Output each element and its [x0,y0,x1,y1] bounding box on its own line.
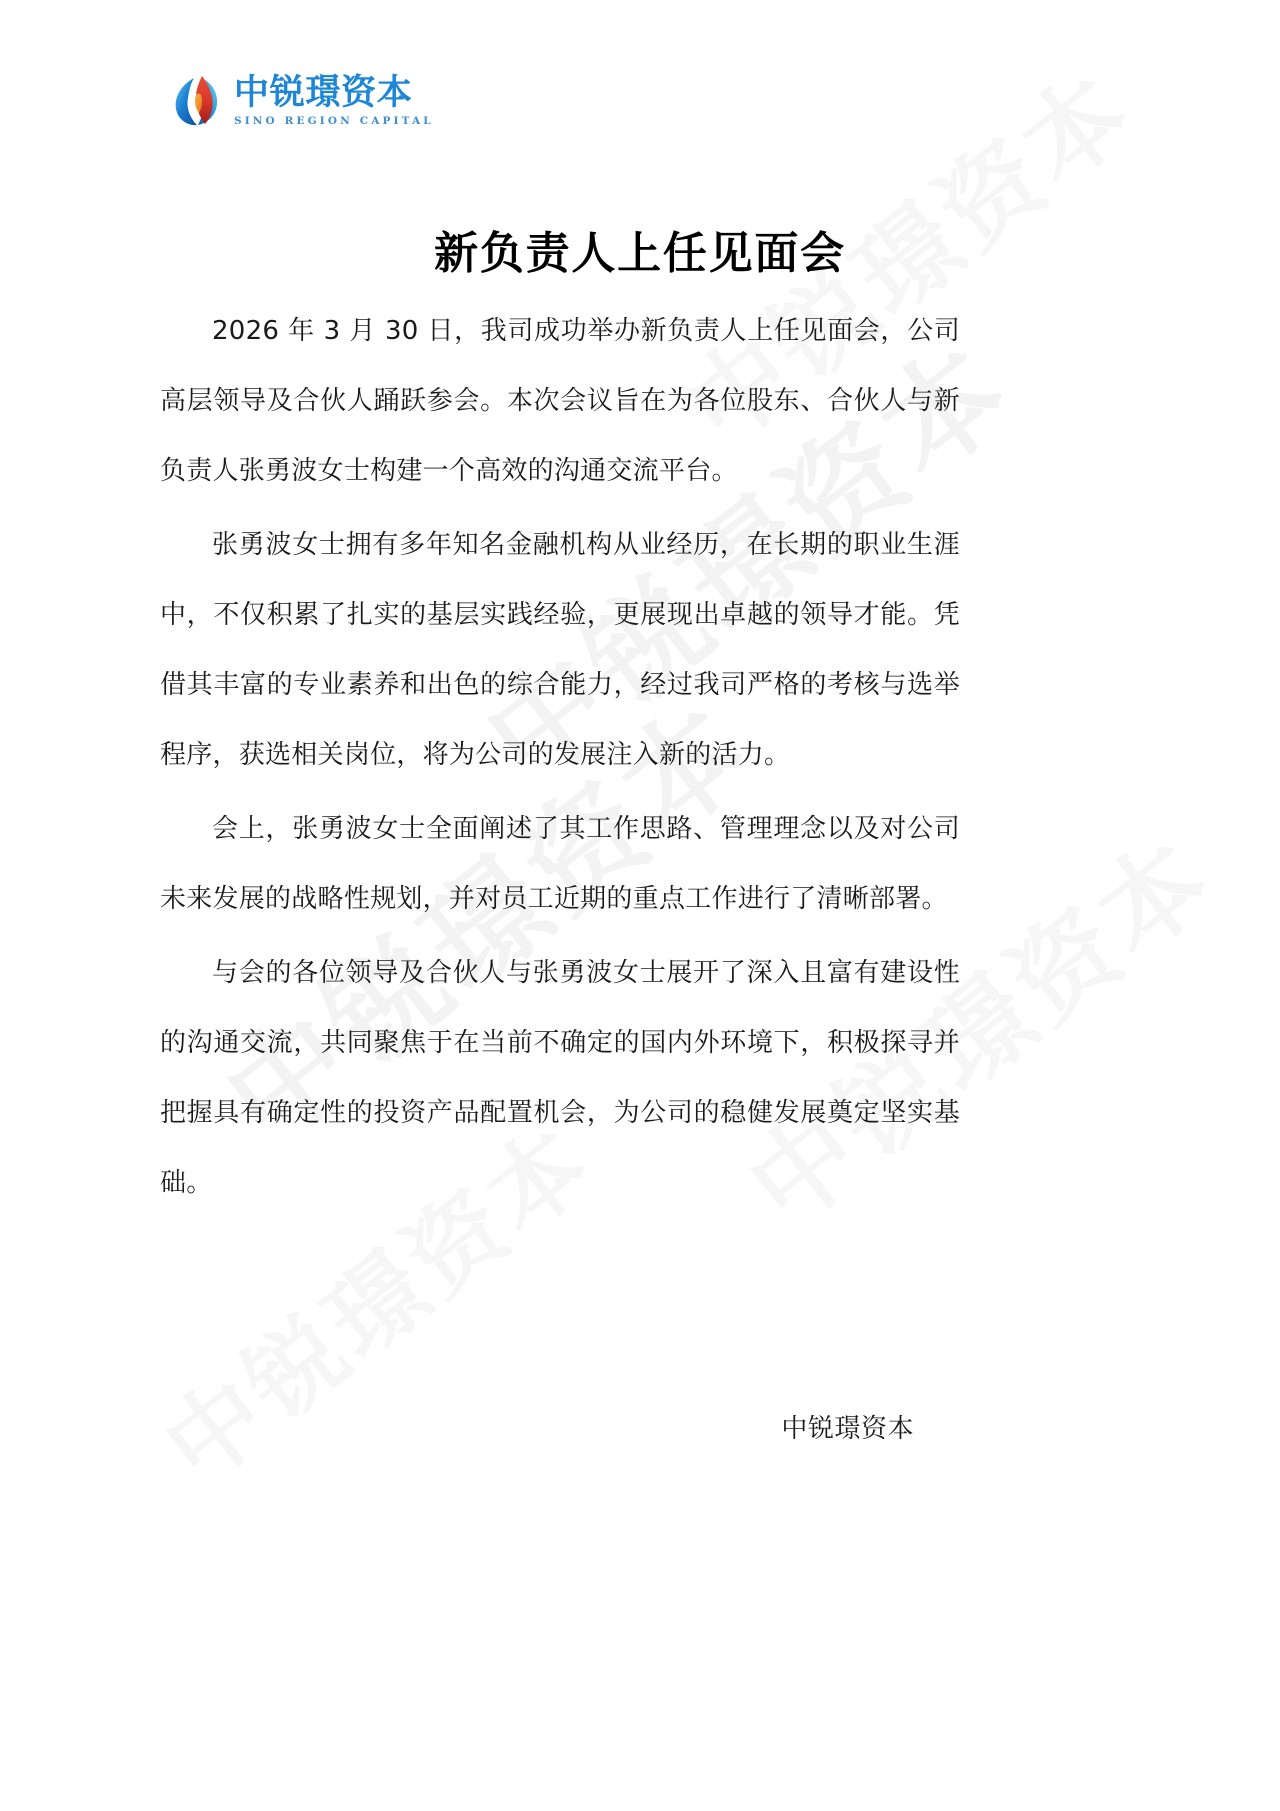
logo-english-name: SINO REGION CAPITAL [234,114,434,127]
document-signature: 中锐璟资本 [781,1414,914,1444]
logo-chinese-name: 中锐璟资本 [234,76,434,111]
page-title: 新负责人上任见面会 [434,228,846,280]
document-body [160,296,960,1222]
flame-leaf-logo-icon [172,74,224,128]
company-logo-header [172,74,434,128]
paragraph: 张勇波女士拥有多年知名金融机构从业经历，在长期的职业生涯中，不仅积累了扎实的基层实践经验，更展现出卓越的领导才能。凭借其丰富的专业素养和出色的综合能力，经过我司严格的考核与选举程序，获选相关岗位，将为公司的发展注入新的活力。 [160,530,960,770]
paragraph: 与会的各位领导及合伙人与张勇波女士展开了深入且富有建设性的沟通交流，共同聚焦于在当前不确定的国内外环境下，积极探寻并把握具有确定性的投资产品配置机会，为公司的稳健发展奠定坚实基础。 [160,958,960,1198]
paragraph: 会上，张勇波女士全面阐述了其工作思路、管理理念以及对公司未来发展的战略性规划，并对员工近期的重点工作进行了清晰部署。 [160,814,960,914]
paragraph: 2026 年 3 月 30 日，我司成功举办新负责人上任见面会，公司高层领导及合伙人踊跃参会。本次会议旨在为各位股东、合伙人与新负责人张勇波女士构建一个高效的沟通交流平台。 [160,316,960,486]
logo-wordmark [234,72,434,127]
